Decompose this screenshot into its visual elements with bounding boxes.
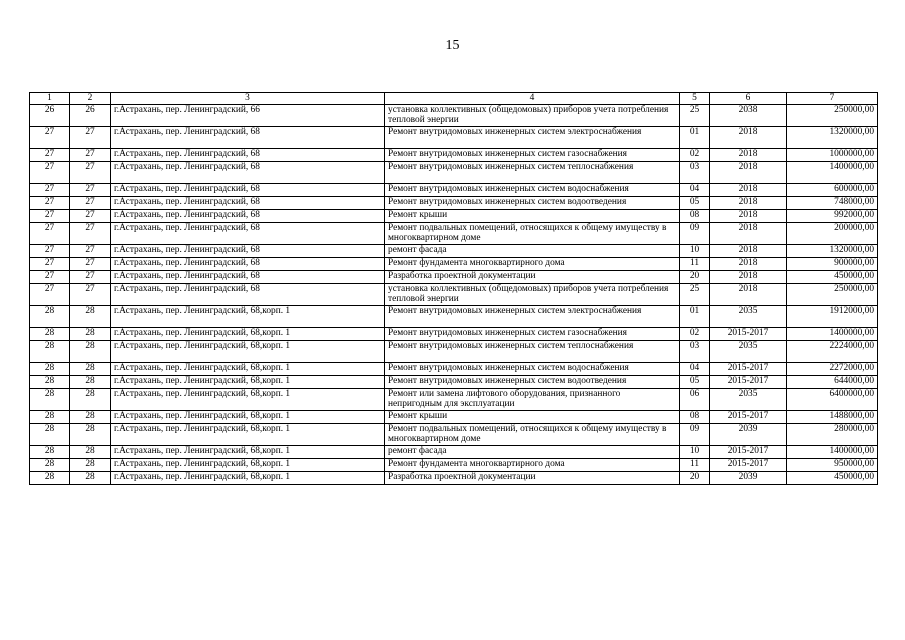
cell-house-number: 28 <box>70 375 111 388</box>
table-row <box>30 423 878 445</box>
cell-work-code: 04 <box>680 183 710 196</box>
repair-schedule-table <box>29 92 878 485</box>
cell-address: г.Астрахань, пер. Ленинградский, 68,корп. 1 <box>111 362 385 375</box>
cell-number: 26 <box>30 104 70 126</box>
cell-work-code: 05 <box>680 196 710 209</box>
column-header: 4 <box>385 93 680 105</box>
cell-period: 2039 <box>710 423 787 445</box>
cell-cost: 900000,00 <box>787 257 878 270</box>
cell-house-number: 28 <box>70 340 111 362</box>
cell-work-code: 01 <box>680 305 710 327</box>
cell-address: г.Астрахань, пер. Ленинградский, 68,корп. 1 <box>111 375 385 388</box>
table-row <box>30 471 878 484</box>
cell-work-code: 20 <box>680 471 710 484</box>
cell-work-type: Ремонт подвальных помещений, относящихся к общему имуществу в многоквартирном доме <box>385 222 680 244</box>
cell-work-type: Ремонт внутридомовых инженерных систем электроснабжения <box>385 126 680 148</box>
cell-period: 2018 <box>710 283 787 305</box>
column-header: 3 <box>111 93 385 105</box>
cell-address: г.Астрахань, пер. Ленинградский, 68 <box>111 244 385 257</box>
cell-work-code: 25 <box>680 283 710 305</box>
cell-work-type: Ремонт внутридомовых инженерных систем газоснабжения <box>385 327 680 340</box>
cell-period: 2018 <box>710 148 787 161</box>
cell-address: г.Астрахань, пер. Ленинградский, 68,корп. 1 <box>111 445 385 458</box>
cell-house-number: 27 <box>70 126 111 148</box>
cell-work-code: 02 <box>680 148 710 161</box>
cell-house-number: 27 <box>70 148 111 161</box>
column-header: 7 <box>787 93 878 105</box>
cell-number: 27 <box>30 183 70 196</box>
table-header-row <box>30 93 878 105</box>
cell-work-type: Ремонт крыши <box>385 209 680 222</box>
cell-work-type: Ремонт внутридомовых инженерных систем водоотведения <box>385 196 680 209</box>
cell-period: 2018 <box>710 209 787 222</box>
cell-period: 2018 <box>710 196 787 209</box>
cell-number: 27 <box>30 126 70 148</box>
cell-number: 27 <box>30 148 70 161</box>
table-row <box>30 104 878 126</box>
cell-address: г.Астрахань, пер. Ленинградский, 68 <box>111 148 385 161</box>
cell-cost: 1320000,00 <box>787 126 878 148</box>
cell-address: г.Астрахань, пер. Ленинградский, 68 <box>111 126 385 148</box>
cell-address: г.Астрахань, пер. Ленинградский, 68 <box>111 161 385 183</box>
cell-period: 2018 <box>710 257 787 270</box>
cell-number: 28 <box>30 305 70 327</box>
cell-number: 28 <box>30 340 70 362</box>
cell-address: г.Астрахань, пер. Ленинградский, 68 <box>111 270 385 283</box>
cell-period: 2035 <box>710 388 787 410</box>
cell-address: г.Астрахань, пер. Ленинградский, 68 <box>111 257 385 270</box>
cell-period: 2015-2017 <box>710 362 787 375</box>
cell-work-type: Ремонт внутридомовых инженерных систем водоотведения <box>385 375 680 388</box>
cell-cost: 748000,00 <box>787 196 878 209</box>
table-row <box>30 148 878 161</box>
cell-period: 2015-2017 <box>710 375 787 388</box>
cell-number: 27 <box>30 270 70 283</box>
cell-address: г.Астрахань, пер. Ленинградский, 68 <box>111 283 385 305</box>
cell-house-number: 26 <box>70 104 111 126</box>
cell-work-type: Разработка проектной документации <box>385 270 680 283</box>
table-row <box>30 270 878 283</box>
cell-house-number: 27 <box>70 209 111 222</box>
cell-number: 28 <box>30 327 70 340</box>
cell-work-code: 09 <box>680 423 710 445</box>
cell-address: г.Астрахань, пер. Ленинградский, 68 <box>111 209 385 222</box>
cell-address: г.Астрахань, пер. Ленинградский, 68,корп. 1 <box>111 410 385 423</box>
cell-number: 28 <box>30 458 70 471</box>
cell-work-type: Ремонт фундамента многоквартирного дома <box>385 458 680 471</box>
cell-work-code: 10 <box>680 244 710 257</box>
cell-period: 2018 <box>710 244 787 257</box>
cell-cost: 1400000,00 <box>787 161 878 183</box>
cell-house-number: 28 <box>70 327 111 340</box>
cell-house-number: 27 <box>70 161 111 183</box>
cell-cost: 644000,00 <box>787 375 878 388</box>
cell-number: 28 <box>30 445 70 458</box>
table-row <box>30 362 878 375</box>
cell-period: 2018 <box>710 222 787 244</box>
table-row <box>30 340 878 362</box>
cell-period: 2035 <box>710 305 787 327</box>
cell-work-code: 25 <box>680 104 710 126</box>
cell-number: 27 <box>30 209 70 222</box>
cell-work-type: установка коллективных (общедомовых) приборов учета потребления тепловой энергии <box>385 104 680 126</box>
cell-cost: 1000000,00 <box>787 148 878 161</box>
cell-address: г.Астрахань, пер. Ленинградский, 68,корп. 1 <box>111 458 385 471</box>
cell-period: 2018 <box>710 126 787 148</box>
table-row <box>30 244 878 257</box>
cell-house-number: 27 <box>70 283 111 305</box>
cell-number: 28 <box>30 375 70 388</box>
cell-work-type: установка коллективных (общедомовых) приборов учета потребления тепловой энергии <box>385 283 680 305</box>
cell-cost: 200000,00 <box>787 222 878 244</box>
table-row <box>30 283 878 305</box>
cell-work-type: Ремонт или замена лифтового оборудования, признанного непригодным для эксплуатации <box>385 388 680 410</box>
cell-address: г.Астрахань, пер. Ленинградский, 68,корп. 1 <box>111 423 385 445</box>
cell-work-type: Ремонт внутридомовых инженерных систем теплоснабжения <box>385 340 680 362</box>
table-row <box>30 305 878 327</box>
table-row <box>30 126 878 148</box>
cell-number: 28 <box>30 362 70 375</box>
cell-period: 2018 <box>710 183 787 196</box>
table-row <box>30 222 878 244</box>
cell-number: 28 <box>30 423 70 445</box>
cell-cost: 450000,00 <box>787 270 878 283</box>
cell-cost: 950000,00 <box>787 458 878 471</box>
cell-house-number: 28 <box>70 458 111 471</box>
table-row <box>30 327 878 340</box>
cell-cost: 1320000,00 <box>787 244 878 257</box>
cell-number: 28 <box>30 388 70 410</box>
cell-cost: 450000,00 <box>787 471 878 484</box>
cell-address: г.Астрахань, пер. Ленинградский, 68 <box>111 222 385 244</box>
cell-cost: 1400000,00 <box>787 327 878 340</box>
cell-house-number: 28 <box>70 445 111 458</box>
cell-period: 2015-2017 <box>710 327 787 340</box>
cell-period: 2018 <box>710 161 787 183</box>
cell-work-type: Ремонт фундамента многоквартирного дома <box>385 257 680 270</box>
column-header: 5 <box>680 93 710 105</box>
cell-house-number: 28 <box>70 423 111 445</box>
cell-work-type: Ремонт крыши <box>385 410 680 423</box>
table-row <box>30 375 878 388</box>
table-row <box>30 257 878 270</box>
cell-work-code: 10 <box>680 445 710 458</box>
table-row <box>30 183 878 196</box>
cell-house-number: 27 <box>70 257 111 270</box>
table-row <box>30 209 878 222</box>
cell-cost: 992000,00 <box>787 209 878 222</box>
cell-work-code: 03 <box>680 340 710 362</box>
cell-address: г.Астрахань, пер. Ленинградский, 68,корп. 1 <box>111 340 385 362</box>
cell-period: 2015-2017 <box>710 445 787 458</box>
column-header: 6 <box>710 93 787 105</box>
cell-work-code: 01 <box>680 126 710 148</box>
cell-work-type: Ремонт внутридомовых инженерных систем водоснабжения <box>385 183 680 196</box>
cell-number: 27 <box>30 283 70 305</box>
cell-house-number: 27 <box>70 222 111 244</box>
cell-address: г.Астрахань, пер. Ленинградский, 68,корп. 1 <box>111 471 385 484</box>
cell-period: 2039 <box>710 471 787 484</box>
cell-address: г.Астрахань, пер. Ленинградский, 68 <box>111 196 385 209</box>
cell-work-code: 11 <box>680 458 710 471</box>
cell-cost: 1400000,00 <box>787 445 878 458</box>
cell-cost: 1488000,00 <box>787 410 878 423</box>
cell-work-type: Ремонт внутридомовых инженерных систем электроснабжения <box>385 305 680 327</box>
cell-number: 27 <box>30 161 70 183</box>
cell-house-number: 27 <box>70 183 111 196</box>
cell-period: 2038 <box>710 104 787 126</box>
cell-work-code: 20 <box>680 270 710 283</box>
cell-address: г.Астрахань, пер. Ленинградский, 66 <box>111 104 385 126</box>
table-row <box>30 388 878 410</box>
cell-house-number: 28 <box>70 410 111 423</box>
cell-cost: 6400000,00 <box>787 388 878 410</box>
cell-number: 28 <box>30 410 70 423</box>
cell-period: 2035 <box>710 340 787 362</box>
cell-address: г.Астрахань, пер. Ленинградский, 68 <box>111 183 385 196</box>
cell-cost: 280000,00 <box>787 423 878 445</box>
cell-work-code: 06 <box>680 388 710 410</box>
table-row <box>30 445 878 458</box>
table-row <box>30 458 878 471</box>
cell-number: 27 <box>30 222 70 244</box>
cell-address: г.Астрахань, пер. Ленинградский, 68,корп. 1 <box>111 327 385 340</box>
cell-number: 27 <box>30 257 70 270</box>
cell-period: 2015-2017 <box>710 410 787 423</box>
cell-work-type: ремонт фасада <box>385 244 680 257</box>
cell-number: 27 <box>30 196 70 209</box>
column-header: 1 <box>30 93 70 105</box>
cell-work-code: 08 <box>680 410 710 423</box>
cell-work-code: 05 <box>680 375 710 388</box>
cell-work-type: Ремонт внутридомовых инженерных систем теплоснабжения <box>385 161 680 183</box>
cell-house-number: 28 <box>70 471 111 484</box>
cell-address: г.Астрахань, пер. Ленинградский, 68,корп. 1 <box>111 305 385 327</box>
cell-period: 2018 <box>710 270 787 283</box>
cell-work-code: 08 <box>680 209 710 222</box>
table-row <box>30 410 878 423</box>
cell-work-type: Ремонт внутридомовых инженерных систем водоснабжения <box>385 362 680 375</box>
table-row <box>30 196 878 209</box>
cell-house-number: 27 <box>70 196 111 209</box>
cell-house-number: 27 <box>70 270 111 283</box>
cell-work-type: Ремонт внутридомовых инженерных систем газоснабжения <box>385 148 680 161</box>
cell-number: 27 <box>30 244 70 257</box>
cell-house-number: 28 <box>70 305 111 327</box>
cell-house-number: 28 <box>70 362 111 375</box>
column-header: 2 <box>70 93 111 105</box>
cell-cost: 2224000,00 <box>787 340 878 362</box>
cell-work-code: 03 <box>680 161 710 183</box>
table-row <box>30 161 878 183</box>
cell-cost: 2272000,00 <box>787 362 878 375</box>
cell-work-type: Ремонт подвальных помещений, относящихся к общему имуществу в многоквартирном доме <box>385 423 680 445</box>
page-number: 15 <box>445 38 460 53</box>
cell-work-type: Разработка проектной документации <box>385 471 680 484</box>
table-body <box>30 104 878 484</box>
cell-cost: 250000,00 <box>787 104 878 126</box>
cell-work-code: 04 <box>680 362 710 375</box>
cell-number: 28 <box>30 471 70 484</box>
cell-address: г.Астрахань, пер. Ленинградский, 68,корп. 1 <box>111 388 385 410</box>
cell-period: 2015-2017 <box>710 458 787 471</box>
cell-cost: 1912000,00 <box>787 305 878 327</box>
cell-house-number: 28 <box>70 388 111 410</box>
cell-work-type: ремонт фасада <box>385 445 680 458</box>
cell-work-code: 02 <box>680 327 710 340</box>
cell-house-number: 27 <box>70 244 111 257</box>
cell-cost: 250000,00 <box>787 283 878 305</box>
cell-work-code: 09 <box>680 222 710 244</box>
cell-work-code: 11 <box>680 257 710 270</box>
cell-cost: 600000,00 <box>787 183 878 196</box>
